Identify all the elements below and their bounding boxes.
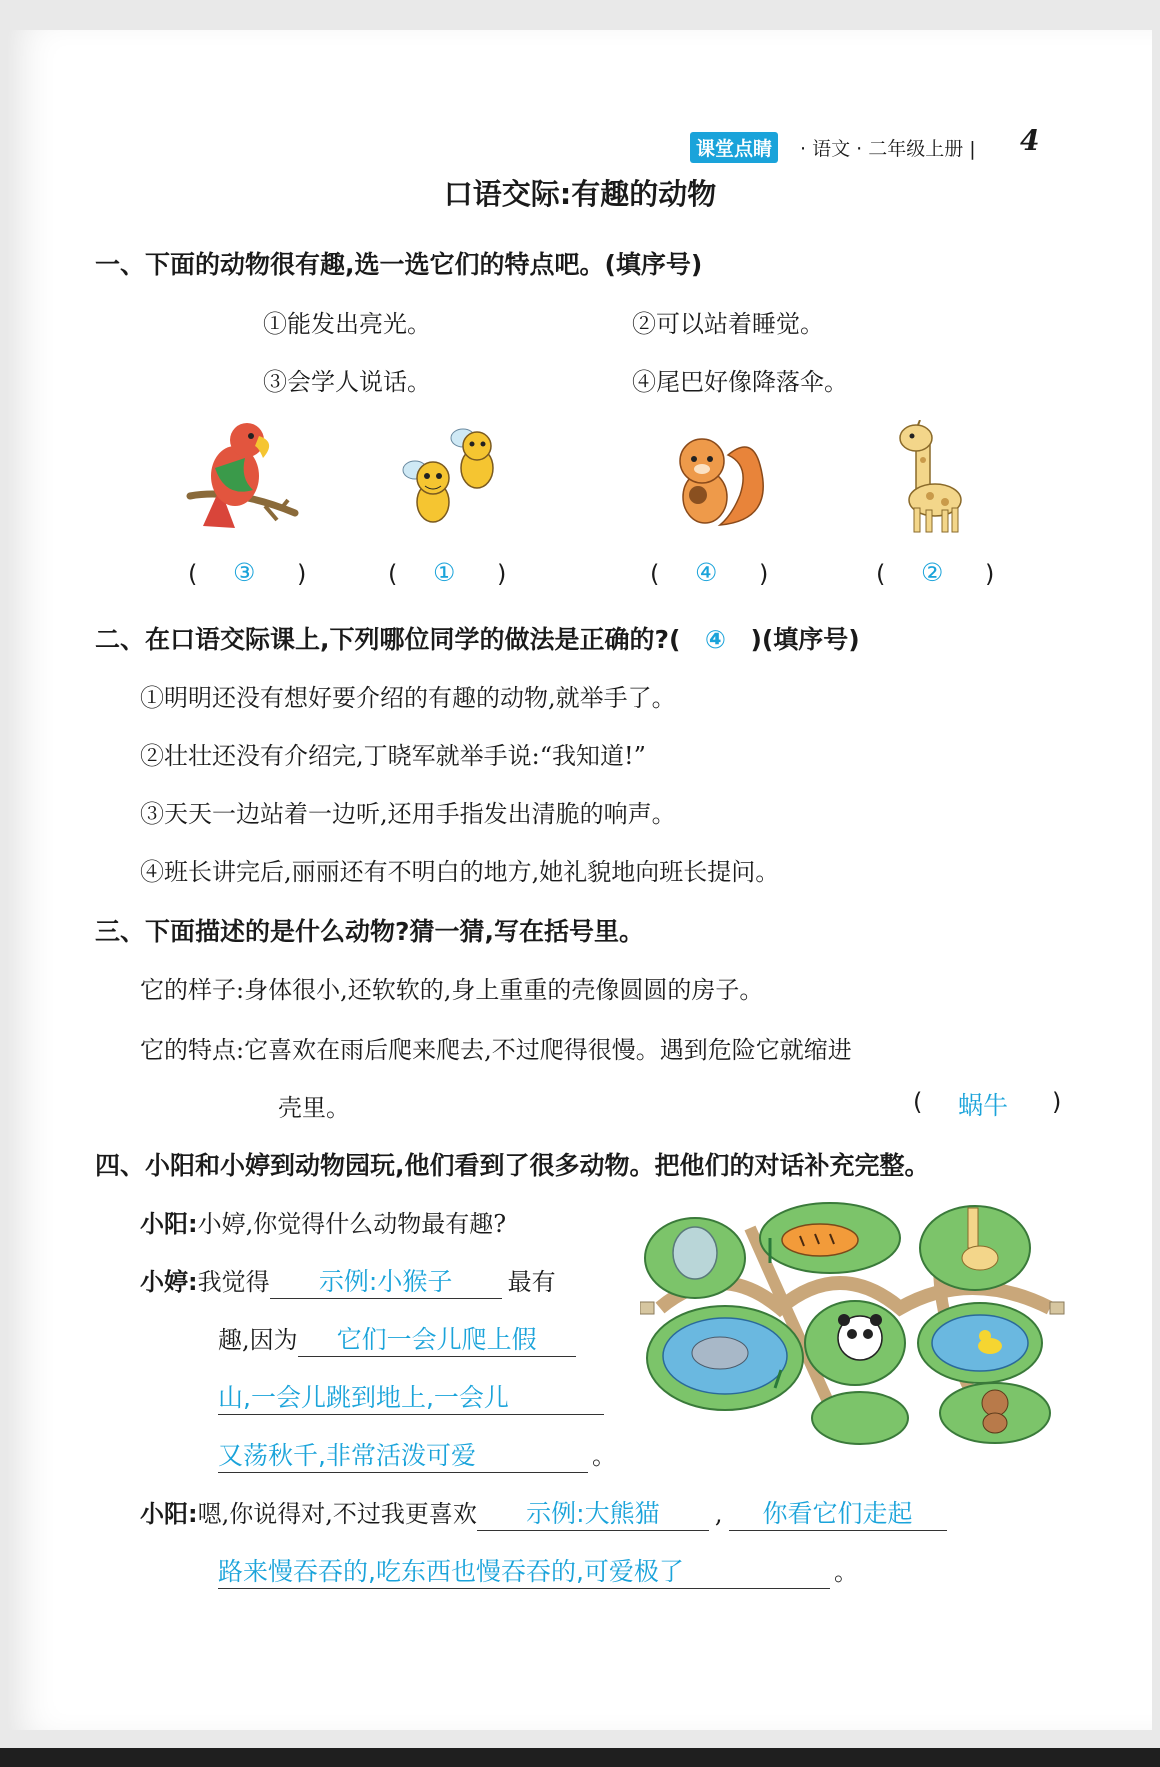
- squirrel-icon: [660, 425, 770, 533]
- page-number: 4: [1020, 124, 1040, 157]
- q4-yang-answer-1: 示例:大熊猫: [477, 1494, 709, 1531]
- q1-option-4: ④尾巴好像降落伞。: [632, 368, 848, 396]
- q4-yang-answer-2a: 你看它们走起: [729, 1494, 947, 1531]
- q1-option-1: ①能发出亮光。: [263, 310, 431, 338]
- q1-answer-3: ④: [695, 558, 718, 587]
- q4-ting-answer-1: 示例:小猴子: [270, 1262, 502, 1299]
- parrot-icon: [185, 418, 300, 530]
- q2-answer: ④: [704, 625, 727, 654]
- q4-ting-line-2: 趣,因为 它们一会儿爬上假: [218, 1320, 576, 1357]
- q2-item-4: ④班长讲完后,丽丽还有不明白的地方,她礼貌地向班长提问。: [140, 858, 780, 886]
- q2-item-3: ③天天一边站着一边听,还用手指发出清脆的响声。: [140, 800, 676, 828]
- q3-line-3: 壳里。: [278, 1094, 350, 1122]
- firefly-icon: [395, 420, 505, 528]
- q4-yang-answer-2b: 路来慢吞吞的,吃东西也慢吞吞的,可爱极了: [218, 1552, 830, 1589]
- q4-ting-answer-2c: 又荡秋千,非常活泼可爱: [218, 1436, 588, 1473]
- q2-heading: 二、在口语交际课上,下列哪位同学的做法是正确的?( ④ )(填序号): [95, 625, 860, 654]
- header-badge: 课堂点睛: [690, 132, 778, 163]
- q4-ting-line-3: [218, 1378, 604, 1415]
- zoo-map-illustration: [640, 1198, 1065, 1448]
- q2-item-2: ②壮壮还没有介绍完,丁晓军就举手说:“我知道!”: [140, 742, 646, 770]
- q4-ting-line-1: 小婷:我觉得 示例:小猴子 最有: [140, 1262, 556, 1299]
- page-title: 口语交际:有趣的动物: [443, 177, 717, 211]
- q4-yang-line-2: 小阳:嗯,你说得对,不过我更喜欢 示例:大熊猫 , 你看它们走起: [140, 1494, 947, 1531]
- q3-answer: 蜗牛: [958, 1091, 1009, 1120]
- q1-heading: 一、下面的动物很有趣,选一选它们的特点吧。(填序号): [95, 250, 703, 279]
- q4-yang-line-3: 路来慢吞吞的,吃东西也慢吞吞的,可爱极了 。: [218, 1552, 858, 1589]
- q4-yang-line-1: 小阳:小婷,你觉得什么动物最有趣?: [140, 1210, 507, 1238]
- q4-ting-line-4: 又荡秋千,非常活泼可爱 。: [218, 1436, 616, 1473]
- giraffe-icon: [890, 420, 970, 535]
- q4-ting-answer-2a: 它们一会儿爬上假: [298, 1320, 576, 1357]
- q1-answer-4: ②: [921, 558, 944, 587]
- q3-line-1: 它的样子:身体很小,还软软的,身上重重的壳像圆圆的房子。: [140, 976, 764, 1004]
- q1-option-2: ②可以站着睡觉。: [632, 310, 824, 338]
- q4-heading: 四、小阳和小婷到动物园玩,他们看到了很多动物。把他们的对话补充完整。: [95, 1151, 930, 1180]
- q3-line-2: 它的特点:它喜欢在雨后爬来爬去,不过爬得很慢。遇到危险它就缩进: [140, 1036, 852, 1064]
- header-subject: · 语文 · 二年级上册 |: [800, 138, 976, 160]
- q2-item-1: ①明明还没有想好要介绍的有趣的动物,就举手了。: [140, 684, 676, 712]
- q1-option-3: ③会学人说话。: [263, 368, 431, 396]
- q3-heading: 三、下面描述的是什么动物?猜一猜,写在括号里。: [95, 917, 645, 946]
- q4-ting-answer-2b: 山,一会儿跳到地上,一会儿: [218, 1378, 604, 1415]
- q1-answer-2: ①: [433, 558, 456, 587]
- q1-answer-1: ③: [233, 558, 256, 587]
- bottom-bar: [0, 1748, 1160, 1767]
